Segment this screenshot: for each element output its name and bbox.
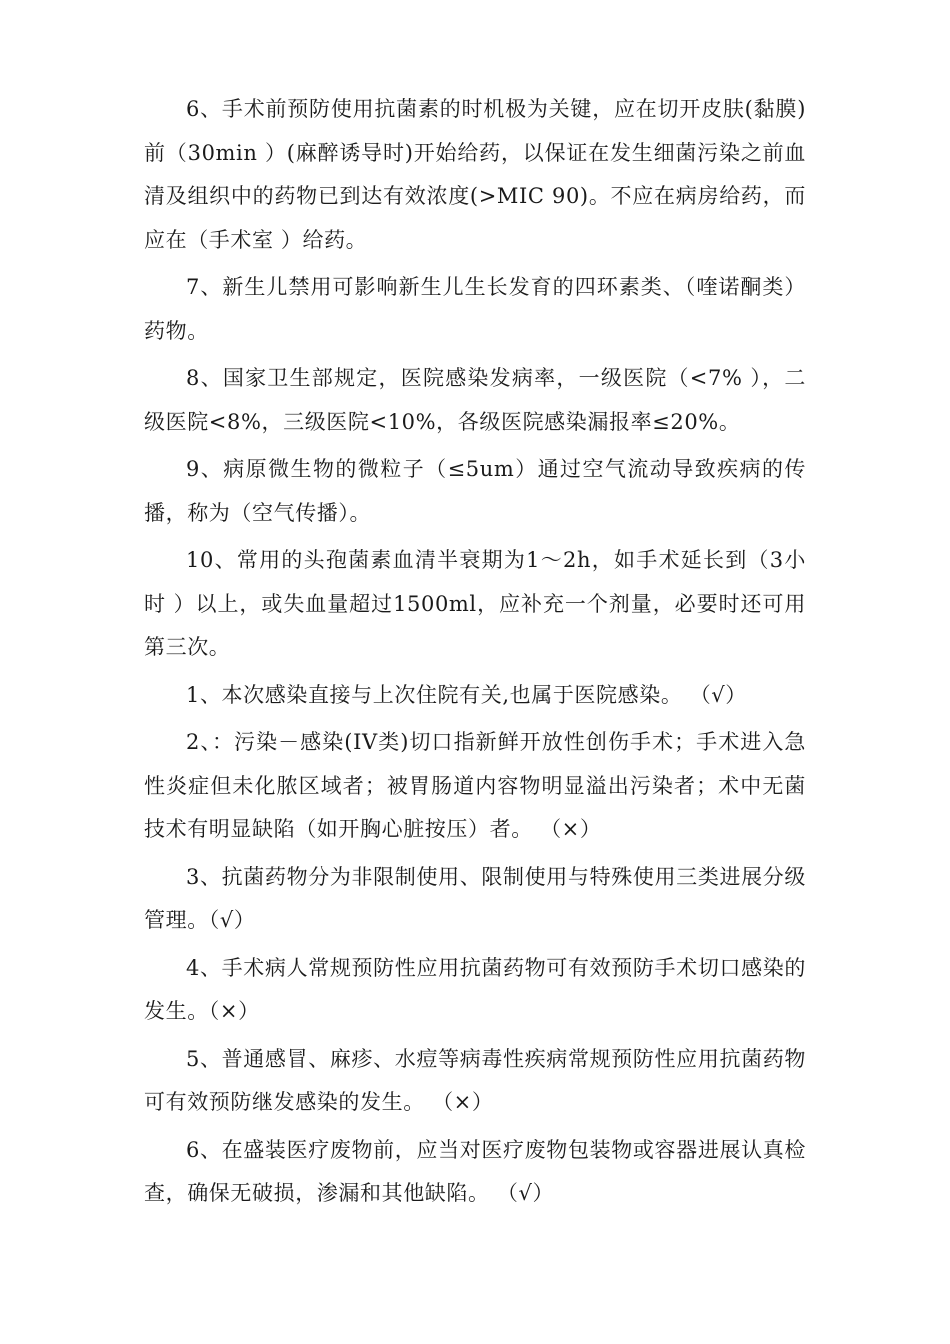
paragraph-fill-blank-8: 8、国家卫生部规定，医院感染发病率，一级医院（<7% ），二级医院<8%，三级医院<10%，各级医院感染漏报率≤20%。 <box>144 366 806 434</box>
paragraph-fill-blank-10: 10、常用的头孢菌素血清半衰期为1～2h，如手术延长到（3小时 ）以上，或失血量超过1500ml，应补充一个剂量，必要时还可用第三次。 <box>144 548 806 659</box>
paragraph-true-false-1: 1、本次感染直接与上次住院有关,也属于医院感染。 （√） <box>186 682 747 707</box>
paragraph-true-false-3: 3、抗菌药物分为非限制使用、限制使用与特殊使用三类进展分级管理。（√） <box>144 864 806 932</box>
paragraph-true-false-5: 5、普通感冒、麻疹、水痘等病毒性疾病常规预防性应用抗菌药物可有效预防继发感染的发生。 （×） <box>144 1046 806 1114</box>
paragraph-true-false-2: 2、：污染－感染(IV类)切口指新鲜开放性创伤手术；手术进入急性炎症但未化脓区域者；被胃肠道内容物明显溢出污染者；术中无菌技术有明显缺陷（如开胸心脏按压）者。 （×） <box>144 730 806 841</box>
paragraph-true-false-4: 4、手术病人常规预防性应用抗菌药物可有效预防手术切口感染的发生。（×） <box>144 955 806 1023</box>
paragraph-fill-blank-7: 7、新生儿禁用可影响新生儿生长发育的四环素类、（喹诺酮类）药物。 <box>144 275 806 343</box>
paragraph-fill-blank-6: 6、手术前预防使用抗菌素的时机极为关键，应在切开皮肤(黏膜)前（30min ）(麻醉诱导时)开始给药，以保证在发生细菌污染之前血清及组织中的药物已到达有效浓度(>MIC 90)。不应在病房给药，而应在（手术室 ）给药。 <box>144 97 806 252</box>
paragraph-fill-blank-9: 9、病原微生物的微粒子（≤5um）通过空气流动导致疾病的传播，称为（空气传播）。 <box>144 457 806 525</box>
document-body <box>144 88 806 1220</box>
paragraph-true-false-6: 6、在盛装医疗废物前，应当对医疗废物包装物或容器进展认真检查，确保无破损，渗漏和其他缺陷。 （√） <box>144 1137 806 1205</box>
